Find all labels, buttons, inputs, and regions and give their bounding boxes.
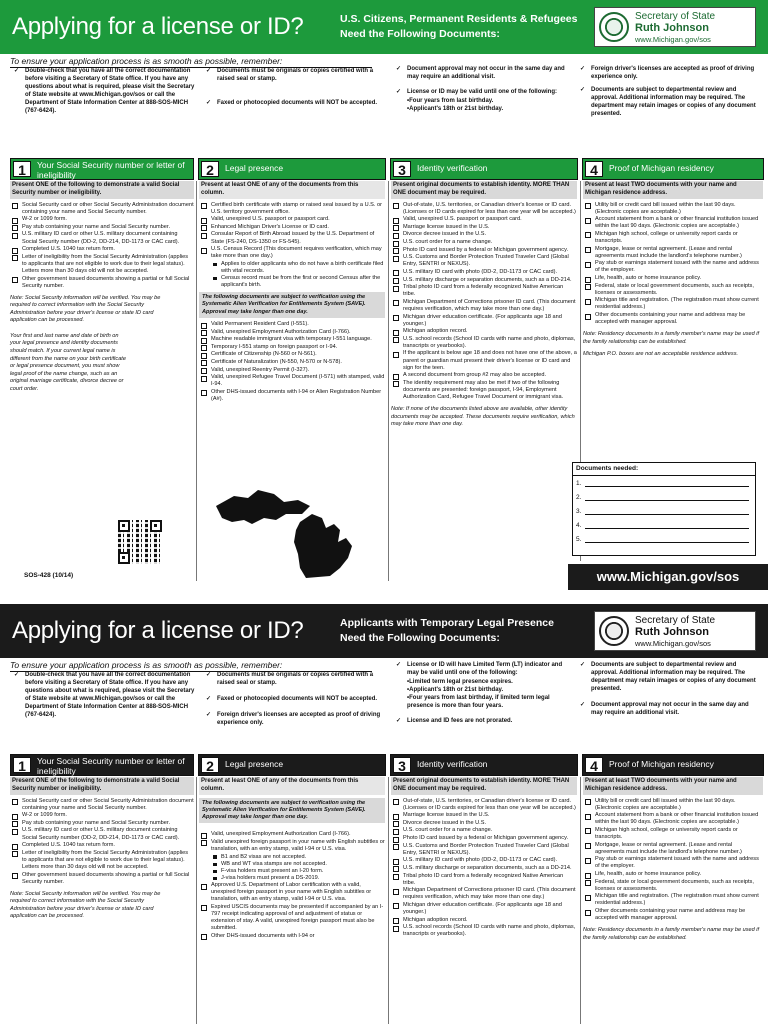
flyer-temporary-presence [0, 604, 768, 1024]
qr-code-icon [118, 520, 162, 564]
list-item: U.S. Customs and Border Protection Trusted Traveler Card (Global Entry, SENTRI or NEXUS). [391, 843, 577, 857]
tip: ✓ License and ID fees are not prorated. [396, 718, 568, 726]
list-item: Michigan high school, college or university report cards or transcripts. [583, 827, 763, 841]
section-number: 3 [393, 757, 411, 773]
intro-text: To ensure your application process is as smooth as possible, remember: [10, 56, 283, 66]
section-1-bar [10, 754, 194, 776]
tip: ✓ Document approval may not occur in the same day and may require an additional visit. [580, 702, 760, 718]
subtitle-line-2: Need the Following Documents: [340, 28, 500, 41]
documents-needed-title: Documents needed: [573, 463, 755, 476]
list-item: Completed U.S. 1040 tax return form. [10, 246, 194, 253]
residency-column [583, 777, 763, 942]
column-heading: Present original documents to establish identity. MORE THAN ONE document may be required. [391, 181, 577, 199]
tip: ✓ License or ID may be valid until one of the following: [396, 89, 568, 97]
tips-col-3 [396, 662, 568, 731]
list-item: Utility bill or credit card bill issued within the last 90 days. (Electronic copies are acceptable.) [583, 798, 763, 812]
document-line: 3. [573, 504, 755, 518]
logo-line-2: Ruth Johnson [635, 626, 709, 638]
legal-presence-column [199, 777, 385, 940]
list-item: Certified birth certificate with stamp or raised seal issued by a U.S. or U.S. territory government office. [199, 202, 385, 216]
tip-list [407, 679, 568, 711]
tip-list-item: • Limited term legal presence expires. [407, 679, 568, 687]
section-number: 2 [201, 757, 219, 773]
document-line: 5. [573, 532, 755, 546]
list-item: Marriage license issued in the U.S. [391, 812, 577, 819]
list-item: U.S. Customs and Border Protection Trusted Traveler Card (Global Entry, SENTRI or NEXUS). [391, 254, 577, 268]
legal-presence-column [199, 181, 385, 404]
section-title: Proof of Michigan residency [609, 759, 714, 769]
section-title: Identity verification [417, 163, 488, 173]
sub-item: WB and WT visa stamps are not accepted. [199, 861, 385, 868]
subtitle-line-1: Applicants with Temporary Legal Presence [340, 617, 554, 629]
tip: ✓ Foreign driver's licenses are accepted as proof of driving experience only. [206, 712, 386, 728]
document-line: 4. [573, 518, 755, 532]
name-match-note: Your first and last name and date of birth on your legal presence and identity documents should match. If your current legal name is different from the name on your birth certificate or legal presence document, you must show legal proof of the name change, such as an original marriage certificate, divorce decree or court order. [10, 332, 126, 392]
list-item: Federal, state or local government documents, such as receipts, licenses or assessments. [583, 879, 763, 893]
list-item: Life, health, auto or home insurance policy. [583, 275, 763, 282]
documents-needed-box [572, 462, 756, 556]
column-heading: Present original documents to establish identity. MORE THAN ONE document may be required. [391, 777, 577, 795]
list-item: Michigan driver education certificate. (For applicants age 18 and younger.) [391, 902, 577, 916]
section-2-bar [198, 754, 386, 776]
tip: ✓ Foreign driver's licenses are accepted as proof of driving experience only. [580, 66, 760, 82]
residency-note: Note: Residency documents in a family member's name may be used if the family relationship can be established. [583, 927, 760, 941]
column-divider [388, 777, 389, 1024]
list-item: Other DHS-issued documents with I-94 or [199, 933, 385, 940]
sub-item: F-visa holders must present an I-20 form. [199, 868, 385, 875]
panel-gap [0, 590, 768, 604]
list-item: Michigan driver education certificate. (For applicants age 18 and younger.) [391, 314, 577, 328]
column-divider [196, 777, 197, 1024]
list-item: Valid, unexpired Employment Authorization Card (I-766). [199, 831, 385, 838]
tip-list-item: • Applicant's 18th or 21st birthday. [407, 106, 568, 114]
state-seal-icon [599, 616, 629, 646]
section-title: Legal presence [225, 759, 284, 769]
list-item: Mortgage, lease or rental agreement. (Lease and rental agreements must include the landlord's telephone number.) [583, 246, 763, 260]
sub-item: J-visa holders must present a DS-2019. [199, 875, 385, 882]
section-number: 1 [13, 757, 31, 773]
list-item: U.S. Census Record (This document requires verification, which may take more than one day.) [199, 246, 385, 260]
list-item: Mortgage, lease or rental agreement. (Lease and rental agreements must include the landlord's telephone number.) [583, 842, 763, 856]
logo-line-3: www.Michigan.gov/sos [635, 35, 711, 44]
column-divider [580, 777, 581, 1024]
list-item: Valid, unexpired U.S. passport or passport card. [199, 216, 385, 223]
column-divider [196, 181, 197, 581]
logo-line-1: Secretary of State [635, 11, 716, 22]
section-title: Identity verification [417, 759, 488, 769]
list-item: Temporary I-551 stamp on foreign passport or I-94. [199, 344, 385, 351]
list-item: Other documents containing your name and address may be accepted with manager approval. [583, 312, 763, 326]
column-heading: Present at least TWO documents with your name and Michigan residence address. [583, 777, 763, 795]
tip: ✓ Documents are subject to departmental review and approval. Additional information may be required. The department may retain images or copies of any document presented. [580, 87, 760, 119]
list-item: Michigan adoption record. [391, 917, 577, 924]
column-heading: Present ONE of the following to demonstrate a valid Social Security number or ineligibility. [10, 181, 194, 199]
list-item: U.S. court order for a name change. [391, 239, 577, 246]
tip-list-item: • Four years from last birthday, if limited term legal presence is more than four years. [407, 695, 568, 711]
section-3-bar [390, 754, 578, 776]
residency-note: Note: Residency documents in a family member's name may be used if the family relationship can be established. [583, 331, 760, 345]
list-item: Tribal photo ID card from a federally recognized Native American tribe. [391, 284, 577, 298]
list-item: Letter of ineligibility from the Social Security Administration (applies to applicants that are not eligible to work due to their legal status). Letters more than 30 days old will not be accepted. [10, 254, 194, 275]
list-item: Pay stub containing your name and Social Security number. [10, 224, 194, 231]
logo-line-1: Secretary of State [635, 615, 716, 626]
identity-column [391, 777, 577, 939]
tip: ✓ Documents are subject to departmental review and approval. Additional information may be required. The department may retain images or copies of any document presented. [580, 662, 760, 694]
section-number: 2 [201, 161, 219, 177]
list-item: Marriage license issued in the U.S. [391, 224, 577, 231]
list-item: The identity requirement may also be met if two of the following documents are presented: foreign passport, I-94, Employment Authorization Card, Refugee Travel Document or immigrant visa. [391, 380, 577, 401]
tips-col-3 [396, 66, 568, 119]
tip-list-item: • Four years from last birthday. [407, 98, 568, 106]
sos-logo [594, 611, 756, 651]
intro-strip [10, 660, 372, 672]
list-item: Machine readable immigrant visa with temporary I-551 language. [199, 336, 385, 343]
list-item: Valid, unexpired Reentry Permit (I-327). [199, 367, 385, 374]
sos-logo [594, 7, 756, 47]
list-item: Federal, state or local government documents, such as receipts, licenses or assessments. [583, 283, 763, 297]
list-item: Valid, unexpired U.S. passport or passport card. [391, 216, 577, 223]
list-item: U.S. military discharge or separation documents, such as a DD-214. [391, 277, 577, 284]
ssn-note: Note: Social Security information will be verified. You may be required to correct information with the Social Security Administration before your driver's license or state ID card application can be processed. [10, 890, 161, 920]
list-item: Expired USCIS documents may be presented if accompanied by an I-797 receipt indicating approval of and adjustment of status or extension of stay. A valid, unexpired foreign passport must also be submitted. [199, 904, 385, 932]
list-item: If the applicant is below age 18 and does not have one of the above, a parent or guardian must present their driver's license or ID card and sign for the teen. [391, 350, 577, 371]
page-title: Applying for a license or ID? [12, 13, 304, 40]
tip: ✓ Faxed or photocopied documents will NOT be accepted. [206, 696, 386, 704]
tip: ✓ License or ID will have Limited Term (LT) indicator and may be valid until one of the following: [396, 662, 568, 678]
subtitle-line-2: Need the Following Documents: [340, 632, 500, 645]
tip-list [407, 98, 568, 114]
sub-item: B1 and B2 visas are not accepted. [199, 854, 385, 861]
qr-finder [118, 520, 130, 532]
list-item: Other government issued documents showing a partial or full Social Security number. [10, 872, 194, 886]
tips-col-1 [14, 68, 196, 120]
michigan-map-icon [214, 484, 384, 584]
tip: ✓ Double-check that you have all the correct documentation before visiting a Secretary of State office. If you have any questions about what is required, please visit the Secretary of State website at www.Michigan.gov/sos or call the Department of State Information Center at 888-SOS-MICH (767-6424). [14, 68, 196, 115]
header-top [0, 0, 768, 54]
section-title: Legal presence [225, 163, 284, 173]
list-item: Consular Report of Birth Abroad issued by the U.S. Department of State (FS-240, DS-1350 or FS-545). [199, 231, 385, 245]
po-box-note: Michigan P.O. boxes are not an acceptable residence address. [583, 351, 739, 358]
tips-col-4 [580, 662, 760, 722]
list-item: Certificate of Naturalization (N-550, N-570 or N-578). [199, 359, 385, 366]
column-heading: Present at least TWO documents with your name and Michigan residence address. [583, 181, 763, 199]
list-item: W-2 or 1099 form. [10, 812, 194, 819]
qr-finder [118, 552, 130, 564]
tips-col-2 [206, 672, 386, 733]
tip: ✓ Faxed or photocopied documents will NOT be accepted. [206, 100, 386, 108]
qr-finder [150, 520, 162, 532]
list-item: Michigan title and registration. (The registration must show current residential address.) [583, 893, 763, 907]
intro-strip [10, 56, 372, 68]
list-item: Michigan adoption record. [391, 328, 577, 335]
page-title: Applying for a license or ID? [12, 617, 304, 644]
list-item: U.S. school records (School ID cards with name and photo, diplomas, transcripts or yearbooks). [391, 924, 577, 938]
list-item: Enhanced Michigan Driver's License or ID card. [199, 224, 385, 231]
residency-column [583, 181, 763, 359]
section-number: 3 [393, 161, 411, 177]
list-item: Pay stub or earnings statement issued with the name and address of the employer. [583, 260, 763, 274]
list-item: Michigan title and registration. (The registration must show current residential address.) [583, 297, 763, 311]
list-item: U.S. school records (School ID cards with name and photo, diplomas, transcripts or yearbooks). [391, 336, 577, 350]
column-heading: Present at least ONE of any of the documents from this column. [199, 181, 385, 199]
list-item: Certificate of Citizenship (N-560 or N-561). [199, 351, 385, 358]
section-1-bar [10, 158, 194, 180]
list-item: Social Security card or other Social Security Administration document containing your name and Social Security number. [10, 798, 194, 812]
list-item: Pay stub containing your name and Social Security number. [10, 820, 194, 827]
subtitle-line-1: U.S. Citizens, Permanent Residents & Refugees [340, 13, 578, 25]
save-note: The following documents are subject to verification using the Systematic Alien Verification for Entitlements System (SAVE). Approval may take longer than one day. [199, 798, 385, 824]
tip: ✓ Documents must be originals or copies certified with a raised seal or stamp. [206, 672, 386, 688]
tip: ✓ Double-check that you have all the correct documentation before visiting a Secretary of State office. If you have any questions about what is required, please visit the Secretary of State website at www.Michigan.gov/sos or call the Department of State Information Center at 888-SOS-MICH (767-6424). [14, 672, 196, 719]
list-item: Valid unexpired foreign passport in your name with English subtitles or translation, with an entry stamp, valid I-94 or U.S. visa. [199, 839, 385, 853]
section-title: Your Social Security number or letter of ineligibility [37, 756, 185, 776]
tip-list-item: • Applicant's 18th or 21st birthday. [407, 687, 568, 695]
list-item: Life, health, auto or home insurance policy. [583, 871, 763, 878]
list-item: U.S. military ID card with photo (DD-2, DD-1173 or CAC card). [391, 269, 577, 276]
ssn-column [10, 777, 194, 921]
list-item: U.S. military ID card with photo (DD-2, DD-1173 or CAC card). [391, 857, 577, 864]
tips-col-1 [14, 672, 196, 724]
list-item: Michigan high school, college or university report cards or transcripts. [583, 231, 763, 245]
list-item: U.S. military ID card or other U.S. military document containing Social Security number (DD-2, DD-214, DD-1173 or CAC card). [10, 827, 194, 841]
column-heading: Present ONE of the following to demonstrate a valid Social Security number or ineligibility. [10, 777, 194, 795]
list-item: Utility bill or credit card bill issued within the last 90 days. (Electronic copies are acceptable.) [583, 202, 763, 216]
section-4-bar [582, 754, 764, 776]
ssn-column [10, 181, 194, 393]
state-seal-icon [599, 12, 629, 42]
identity-note: Note: If none of the documents listed above are available, other identity documents may be accepted. These documents require verification, which may take more than one day. [391, 406, 575, 428]
list-item: Approved U.S. Department of Labor certification with a valid, unexpired foreign passport in your name with English subtitles or translation, with an entry stamp, valid I-94 or U.S. visa. [199, 882, 385, 903]
list-item: W-2 or 1099 form. [10, 216, 194, 223]
list-item: Photo ID card issued by a federal or Michigan government agency. [391, 835, 577, 842]
identity-column [391, 181, 577, 429]
column-heading: Present at least ONE of any of the documents from this column. [199, 777, 385, 795]
list-item: Pay stub or earnings statement issued with the name and address of the employer. [583, 856, 763, 870]
list-item: Tribal photo ID card from a federally recognized Native American tribe. [391, 873, 577, 887]
section-title: Proof of Michigan residency [609, 163, 714, 173]
list-item: Michigan Department of Corrections prisoner ID card. (This document requires verification, which may take more than one day.) [391, 299, 577, 313]
list-item: Account statement from a bank or other financial institution issued within the last 90 days. (Electronic copies are acceptable.) [583, 812, 763, 826]
list-item: U.S. military discharge or separation documents, such as a DD-214. [391, 865, 577, 872]
intro-text: To ensure your application process is as smooth as possible, remember: [10, 660, 283, 670]
header-bottom [0, 604, 768, 658]
tip: ✓ Documents must be originals or copies certified with a raised seal or stamp. [206, 68, 386, 84]
list-item: Letter of ineligibility from the Social Security Administration (applies to applicants that are not eligible to work due to their legal status). Letters more than 30 days old will not be accepted. [10, 850, 194, 871]
section-2-bar [198, 158, 386, 180]
section-3-bar [390, 158, 578, 180]
list-item: Out-of-state, U.S. territories, or Canadian driver's license or ID card. (Licenses or ID cards expired for less than one year will be accepted.) [391, 202, 577, 216]
page-subtitle [340, 616, 554, 646]
section-number: 4 [585, 757, 603, 773]
sub-item: Census record must be from the first or second Census after the applicant's birth. [199, 275, 385, 289]
section-number: 4 [585, 161, 603, 177]
list-item: Account statement from a bank or other financial institution issued within the last 90 days. (Electronic copies are acceptable.) [583, 216, 763, 230]
list-item: U.S. military ID card or other U.S. military document containing Social Security number (DD-2, DD-214, DD-1173 or CAC card). [10, 231, 194, 245]
sub-item: Applies to older applicants who do not have a birth certificate filed with vital records. [199, 261, 385, 275]
logo-line-3: www.Michigan.gov/sos [635, 639, 711, 648]
tips-col-4 [580, 66, 760, 123]
form-code: SOS-428 (10/14) [24, 572, 74, 579]
list-item: Other government issued documents showing a partial or full Social Security number. [10, 276, 194, 290]
document-line: 1. [573, 476, 755, 490]
page-subtitle [340, 12, 577, 42]
tip: ✓ Document approval may not occur in the same day and may require an additional visit. [396, 66, 568, 82]
list-item: Completed U.S. 1040 tax return form. [10, 842, 194, 849]
column-divider [388, 181, 389, 581]
section-number: 1 [13, 161, 31, 177]
list-item: Divorce decree issued in the U.S. [391, 820, 577, 827]
list-item: Valid Permanent Resident Card (I-551). [199, 321, 385, 328]
document-line: 2. [573, 490, 755, 504]
list-item: Out-of-state, U.S. territories, or Canadian driver's license or ID card. (Licenses or ID cards expired for less than one year will be accepted.) [391, 798, 577, 812]
logo-line-2: Ruth Johnson [635, 22, 709, 34]
list-item: Photo ID card issued by a federal or Michigan government agency. [391, 247, 577, 254]
section-title: Your Social Security number or letter of ineligibility [37, 160, 185, 180]
list-item: Michigan Department of Corrections prisoner ID card. (This document requires verification, which may take more than one day.) [391, 887, 577, 901]
section-4-bar [582, 158, 764, 180]
list-item: A second document from group #2 may also be accepted. [391, 372, 577, 379]
website-url: www.Michigan.gov/sos [568, 564, 768, 590]
save-note: The following documents are subject to verification using the Systematic Alien Verification for Entitlements System (SAVE). Approval may take longer than one day. [199, 292, 385, 318]
list-item: Valid, unexpired Refugee Travel Document (I-571) with stamped, valid I-94. [199, 374, 385, 388]
ssn-note: Note: Social Security information will be verified. You may be required to correct information with the Social Security Administration before your driver's license or state ID card application can be processed. [10, 294, 161, 324]
list-item: U.S. court order for a name change. [391, 827, 577, 834]
list-item: Other documents containing your name and address may be accepted with manager approval. [583, 908, 763, 922]
list-item: Social Security card or other Social Security Administration document containing your name and Social Security number. [10, 202, 194, 216]
tips-col-2 [206, 68, 386, 113]
list-item: Divorce decree issued in the U.S. [391, 231, 577, 238]
list-item: Other DHS-issued documents with I-94 or Alien Registration Number (A#). [199, 389, 385, 403]
list-item: Valid, unexpired Employment Authorization Card (I-766). [199, 329, 385, 336]
